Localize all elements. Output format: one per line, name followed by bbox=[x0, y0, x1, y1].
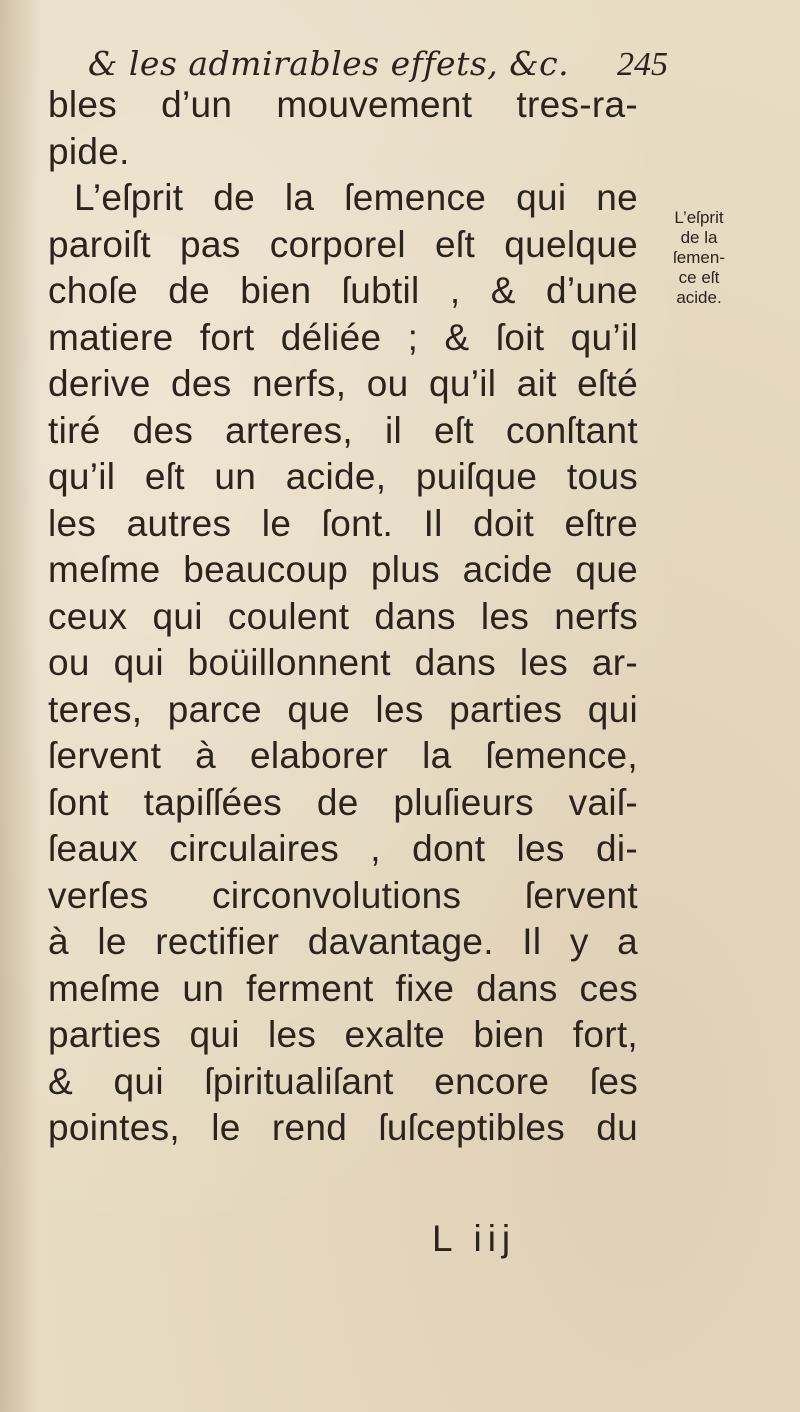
text-line: paroiſt pas corporel eſt quelque bbox=[48, 223, 638, 265]
text-line: pide. bbox=[48, 130, 130, 172]
text-line: meſme beaucoup plus acide que bbox=[48, 549, 638, 590]
text-line: teres, parce que les parties qui bbox=[48, 688, 638, 730]
signature-mark: L iij bbox=[432, 1218, 517, 1259]
margin-note-line: ſemen- bbox=[673, 248, 725, 267]
text-line: ſont tapiſſées de pluſieurs vaiſ- bbox=[48, 781, 638, 823]
text-line: choſe de bien ſubtil , & d’une bbox=[48, 270, 638, 311]
gutter-shadow bbox=[0, 0, 40, 1412]
page-number: 245 bbox=[617, 46, 668, 83]
text-line: ſeaux circulaires , dont les di- bbox=[48, 828, 638, 869]
text-line: verſes circonvolutions ſervent bbox=[48, 874, 638, 916]
margin-note bbox=[662, 208, 736, 308]
text-line: ou qui boüillonnent dans les ar- bbox=[48, 642, 638, 683]
text-line: à le rectifier davantage. Il y a bbox=[48, 921, 638, 962]
text-line: pointes, le rend ſuſceptibles du bbox=[48, 1107, 638, 1148]
margin-note-line: ce eſt bbox=[678, 268, 720, 287]
text-line: bles d’un mouvement tres-ra- bbox=[48, 84, 638, 125]
text-line: meſme un ferment fixe dans ces bbox=[48, 967, 638, 1009]
text-line: les autres le ſont. Il doit eſtre bbox=[48, 502, 638, 544]
text-line: parties qui les exalte bien fort, bbox=[48, 1014, 638, 1055]
text-line: qu’il eſt un acide, puiſque tous bbox=[48, 456, 638, 497]
text-line: & qui ſpiritualiſant encore ſes bbox=[48, 1060, 638, 1102]
margin-note-line: acide. bbox=[676, 288, 722, 307]
margin-note-line: L’eſprit bbox=[674, 208, 724, 227]
text-line: ceux qui coulent dans les nerfs bbox=[48, 595, 638, 637]
text-line: derive des nerfs, ou qu’il ait eſté bbox=[48, 363, 638, 404]
text-line: L’eſprit de la ſemence qui ne bbox=[74, 177, 638, 218]
margin-note-line: de la bbox=[680, 228, 718, 247]
text-line: tiré des arteres, il eſt conſtant bbox=[48, 409, 638, 451]
text-line: ſervent à elaborer la ſemence, bbox=[48, 735, 638, 776]
text-line: matiere fort déliée ; & ſoit qu’il bbox=[48, 316, 638, 358]
body-text bbox=[48, 82, 638, 1152]
running-title: & les admirables effets, &c. bbox=[88, 44, 570, 83]
